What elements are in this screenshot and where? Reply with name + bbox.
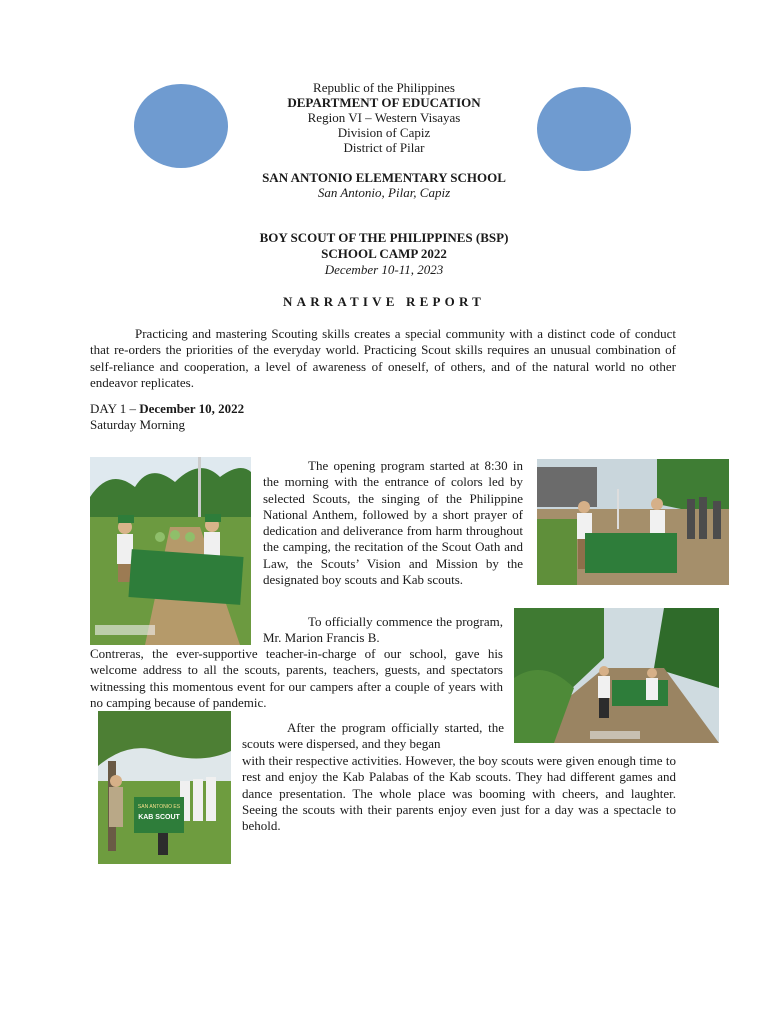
- event-subtitle: SCHOOL CAMP 2022: [321, 246, 447, 261]
- photo-scouts-banner-left: [90, 457, 251, 645]
- day-date: December 10, 2022: [139, 401, 245, 416]
- day-heading: [90, 401, 490, 417]
- header-region: Region VI – Western Visayas: [307, 110, 461, 125]
- intro-paragraph: Practicing and mastering Scouting skills creates a special community with a distinct code of conduct that re-orders the priorities of the everyday world. Practicing Scout skills requires an unusual combination of self-reliance and cooperation, a level of awareness of oneself, of others, and of the natural world no other endeavor replicates.: [90, 326, 676, 390]
- photo-scouts-road-right: [514, 608, 719, 743]
- opening-program-paragraph: The opening program started at 8:30 in the morning with the entrance of colors led by selected Scouts, the singing of the Philippine National Anthem, followed by a short prayer of dedication and deliverance from harm throughout the camping, the recitation of the Scout Oath and Law, the Scouts’ Vision and Mission by the designated boy scouts and Kab scouts.: [263, 458, 523, 588]
- report-title: NARRATIVE REPORT: [283, 294, 485, 309]
- photo-kab-scout-banner: [98, 711, 231, 864]
- header-department: DEPARTMENT OF EDUCATION: [287, 95, 481, 110]
- day-label: DAY 1 –: [90, 401, 140, 416]
- event-title: BOY SCOUT OF THE PHILIPPINES (BSP): [259, 230, 509, 245]
- day-session: Saturday Morning: [90, 417, 185, 432]
- photo-scouts-parade-right: [537, 459, 729, 585]
- school-address: San Antonio, Pilar, Capiz: [317, 185, 451, 200]
- activities-paragraph-body: with their respective activities. However, the boy scouts were given enough time to rest and enjoy the Kab Palabas of the Kab scouts. They had different games and dance presentation. The whole place was booming with cheers, and laughter. Seeing the scouts with their parents enjoy even just for a day was a spectacle to behold.: [242, 753, 676, 834]
- banner-top-text: SAN ANTONIO ES: [137, 804, 181, 810]
- banner-kab-text: KAB SCOUT: [138, 814, 180, 821]
- commence-paragraph-body: Contreras, the ever-supportive teacher-in-charge of our school, gave his welcome address to all the scouts, parents, teachers, guests, and spectators witnessing this momentous event for our campers after a couple of years with no camping because of pandemic.: [90, 646, 503, 710]
- header-district: District of Pilar: [343, 140, 425, 155]
- event-dates: December 10-11, 2023: [324, 262, 444, 277]
- header-division: Division of Capiz: [337, 125, 431, 140]
- activities-paragraph-intro: After the program officially started, the scouts were dispersed, and they began: [242, 720, 504, 752]
- school-name: SAN ANTONIO ELEMENTARY SCHOOL: [262, 170, 506, 185]
- header-republic: Republic of the Philippines: [313, 80, 455, 95]
- commence-paragraph-intro: To officially commence the program, Mr. Marion Francis B.: [263, 614, 503, 646]
